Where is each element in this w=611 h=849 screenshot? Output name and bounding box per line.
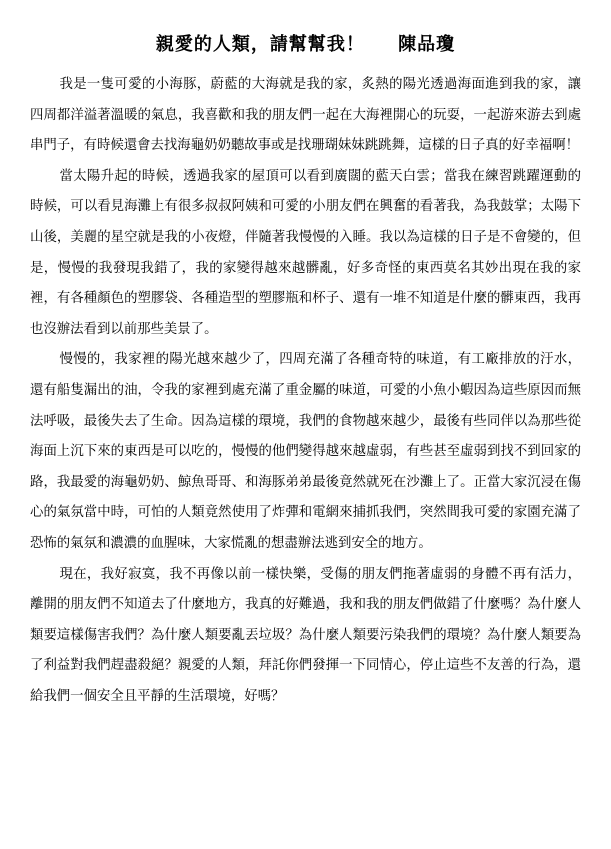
paragraph-3: 慢慢的，我家裡的陽光越來越少了，四周充滿了各種奇特的味道，有工廠排放的汙水，還有船隻漏出的油，令我的家裡到處充滿了重金屬的味道，可愛的小魚小蝦因為這些原因而無法呼吸，最後失去了生命。因為這樣的環境，我們的食物越來越少，最後有些同伴以為那些從海面上沉下來的東西是可以吃的，慢慢的他們變得越來越虛弱，有些甚至虛弱到找不到回家的路，我最愛的海龜奶奶、鯨魚哥哥、和海豚弟弟最後竟然就死在沙灘上了。正當大家沉浸在傷心的氣氛當中時，可怕的人類竟然使用了炸彈和電網來捕抓我們，突然間我可愛的家園充滿了恐怖的氣氛和濃濃的血腥味，大家慌亂的想盡辦法逃到安全的地方。 bbox=[30, 352, 581, 551]
document-author: 陳品瓊 bbox=[398, 34, 456, 55]
title-line bbox=[30, 30, 581, 60]
paragraph-1: 我是一隻可愛的小海豚，蔚藍的大海就是我的家，炙熱的陽光透過海面進到我的家，讓四周都洋溢著溫暖的氣息，我喜歡和我的朋友們一起在大海裡開心的玩耍，一起游來游去到處串門子，有時候還會去找海龜奶奶聽故事或是找珊瑚妹妹跳跳舞，這樣的日子真的好幸福啊！ bbox=[30, 77, 581, 154]
paragraph-2: 當太陽升起的時候，透過我家的屋頂可以看到廣闊的藍天白雲；當我在練習跳躍運動的時候，可以看見海灘上有很多叔叔阿姨和可愛的小朋友們在興奮的看著我，為我鼓掌；太陽下山後，美麗的星空就是我的小夜燈，伴隨著我慢慢的入睡。我以為這樣的日子是不會變的，但是，慢慢的我發現我錯了，我的家變得越來越髒亂，好多奇怪的東西莫名其妙出現在我的家裡，有各種顏色的塑膠袋、各種造型的塑膠瓶和杯子、還有一堆不知道是什麼的髒東西，我再也沒辦法看到以前那些美景了。 bbox=[30, 168, 581, 337]
paragraph-4: 現在，我好寂寞，我不再像以前一樣快樂，受傷的朋友們拖著虛弱的身體不再有活力，離開的朋友們不知道去了什麼地方，我真的好難過，我和我的朋友們做錯了什麼嗎？為什麼人類要這樣傷害我們？為什麼人類要亂丟垃圾？為什麼人類要污染我們的環境？為什麼人類要為了利益對我們趕盡殺絕？親愛的人類，拜託你們發揮一下同情心，停止這些不友善的行為，還給我們一個安全且平靜的生活環境，好嗎？ bbox=[30, 566, 581, 704]
document-title: 親愛的人類，請幫幫我！ bbox=[155, 34, 365, 55]
